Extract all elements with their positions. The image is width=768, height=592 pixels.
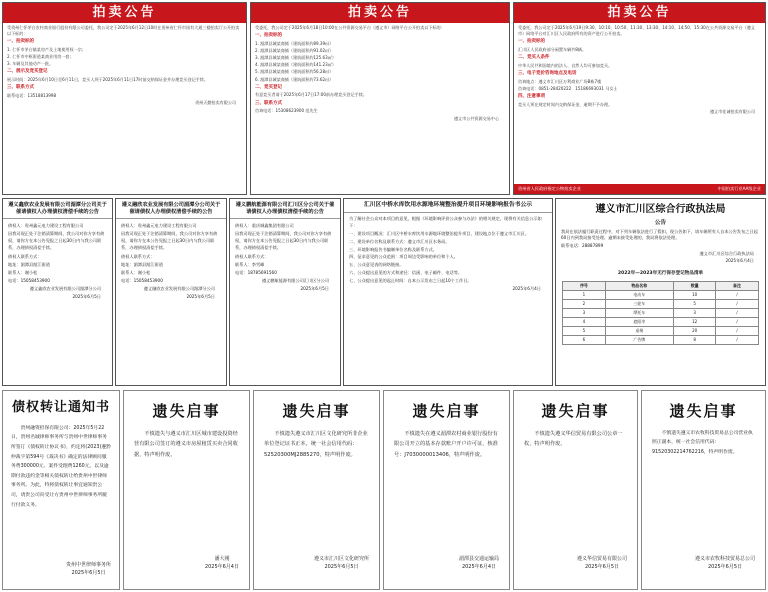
- lost-name: 遵义华信贸易有限公司: [576, 556, 627, 562]
- notice-date: 2025年6月4日: [512, 286, 541, 292]
- table-header: 数量: [674, 281, 716, 290]
- table-cell: 三轮车: [605, 299, 673, 308]
- auction-banner: 拍卖公告: [251, 3, 509, 23]
- section-title: 一、拍卖标的: [255, 33, 282, 39]
- notice-title: 遵义鑫欣农业发展有限公司湄潭分公司关于催请债权人办理债权清偿手续的公告: [3, 199, 112, 219]
- auction-item: 2. 仁怀市中枢街道某商业用房一套；: [7, 54, 74, 60]
- table-cell: 电动车: [605, 290, 673, 299]
- debt-body: 贵州融资担保有限公司：2025年5月22日，贵州名城律师事务所与贵州中世律师事务所签订《债权转让协议书》，约定将(2023)遵黔仲裁字第594号《裁决书》确定的法律顾问服务费300000元、案件受理费1260元，以及逾期付款违约金等相关债权转让给贵州中世律师事务所。为此，特将债权转让事宜通知贵公司，请贵公司向受让方贵州中世律师事务所履行付款义务。: [11, 425, 111, 508]
- auction-notice-2: [250, 2, 510, 195]
- notice-line: 债权人：贵州鑫元电力建设工程有限公司: [121, 223, 197, 229]
- table-row: [563, 290, 758, 299]
- notice-line: 七、公众提出意见的起止时间：自本公示发布之日起10个工作日。: [349, 278, 472, 284]
- env-impact-notice: [343, 198, 553, 386]
- notice-line: 因我司现正处于注销清算期间，我公司对你方享有债权，请你方在本公告见报之日起30日内与我公司联系，办理债权清偿手续。: [235, 231, 332, 251]
- table-cell: 广告牌: [605, 335, 673, 344]
- lost-name: 湄潭县交通运输局: [458, 556, 499, 562]
- footer-left: 贵州省人民政府指定公物拍卖企业: [518, 185, 581, 191]
- notice-line: 三、环境影响报告书编制单位名称及联系方式。: [349, 246, 437, 252]
- auction-sign: 遵义市公共资源交易中心: [453, 115, 499, 121]
- lost-notice-4: [513, 390, 638, 590]
- creditor-notice-1: [2, 198, 113, 386]
- auction-tel: 咨询电话：0851-28420222 15186693031 马女士: [518, 85, 618, 91]
- notice-line: 债权人：贵州鑫元电力建设工程有限公司: [8, 223, 84, 229]
- table-header: 备注: [716, 281, 758, 290]
- notice-date: 2025年6月5日: [186, 294, 215, 300]
- auction-item: 2. 湄潭县城某商铺（建筑面积约91.02㎡）: [255, 48, 334, 54]
- table-cell: 5: [674, 299, 716, 308]
- items-table: [562, 281, 758, 345]
- bureau-date: 2025年6月4日: [725, 258, 754, 264]
- lost-body: 不慎遗失遵义市汇川区文化研究所非企业单位登记证书正本，统一社会信用代码：52520300MJ2885270，特声明作废。: [264, 430, 368, 458]
- creditor-notice-3: [229, 198, 341, 386]
- table-row: [563, 317, 758, 326]
- auction-item: 5. 湄潭县城某商铺（建筑面积约56.28㎡）: [255, 69, 334, 75]
- section-title: 二、竞买登记: [255, 84, 282, 90]
- table-cell: 桌椅: [605, 326, 673, 335]
- lost-body: 不慎遗失遵义华信贸易有限公司公章一枚，特声明作废。: [524, 430, 623, 448]
- lost-notice-5: [641, 390, 766, 590]
- auction-intro: 受委托，我公司定于2025年6月18日10:00在公共资源交易平台（遵义市）网络平台公开拍卖以下标的：: [255, 25, 445, 30]
- notice-sign: 遵义鑫欣农业发展有限公司湄潭分公司: [29, 286, 101, 292]
- footer-right: 中国拍卖行业AA级企业: [717, 185, 761, 191]
- table-cell: 遮阳伞: [605, 317, 673, 326]
- table-cell: 3: [674, 308, 716, 317]
- debt-title: 债权转让通知书: [11, 400, 110, 415]
- auction-show: 展示时间：2025年6月10日至6月11日，竞买人须于2025年6月11日17时前交纳保证金并办理竞买登记手续。: [7, 77, 208, 83]
- auction-addr: 咨询地点：遵义市汇川区万利商业广场B栋7楼: [518, 78, 602, 84]
- debt-sign: 贵州中世律师事务所: [65, 562, 111, 568]
- table-row: [563, 326, 758, 335]
- auction-contact: 咨询电话：15308623900 范先生: [255, 108, 318, 114]
- notice-date: 2025年6月5日: [72, 294, 101, 300]
- lost-body: 不慎遗失遵义市农牧科技贸易总公司营业执照正副本，统一社会信用代码：91520302214762216，特声明作废。: [652, 430, 753, 455]
- notice-line: 债权人联系方式：: [8, 253, 42, 259]
- lost-name: 潘大刚: [214, 556, 230, 562]
- notice-line: 一、建设项目概况：汇川区中桥水库饮用水源地环境整治提升项目，建设地点位于遵义市汇川区。: [349, 230, 530, 236]
- section-title: 三、电子竞价咨询地点及电话: [518, 71, 577, 77]
- lost-notice-3: [383, 390, 510, 590]
- lost-title: 遗失启事: [152, 402, 221, 420]
- notice-line: 电话：15058453900: [8, 278, 50, 284]
- bureau-contact: 联系电话：28887899: [561, 243, 604, 249]
- notice-title: 汇川区中桥水库饮用水源地环境整治提升项目环境影响报告书公示: [344, 199, 552, 213]
- auction-intro: 受委托，我公司定于2025年6月19日9:30、10:10、10:50、11:30、13:30、14:10、14:50、15:30在公共资源交易平台（遵义市）网络平台对汇川区人民政府所有的资产进行公开拍卖。: [518, 25, 755, 37]
- bureau-title: 遵义市汇川区综合行政执法局: [595, 204, 726, 215]
- section-title: 三、联系方式: [7, 85, 34, 91]
- auction-cond: 中华人民共和国境内的法人、自然人均可参加竞买。: [518, 62, 613, 68]
- auction-note: 竞买人须在规定时间内交纳保证金，逾期不予办理。: [518, 101, 613, 107]
- auction-banner: 拍卖公告: [514, 3, 765, 23]
- auction-item: 1. 仁怀市茅台镇某房产及土地使用权一宗；: [7, 47, 86, 53]
- notice-title: 遵义融欣农业发展有限公司湄潭分公司关于催请债权人办理债权清偿手续的公告: [116, 199, 226, 219]
- auction-reg: 有意竞买者请于2025年6月17日17:00前办理竞买登记手续。: [255, 92, 367, 98]
- table-cell: 6: [563, 335, 605, 344]
- notice-line: 地址：湄潭县湄江街道: [8, 261, 50, 267]
- debt-transfer-notice: [2, 390, 120, 590]
- table-title: 2022年—2023年无行保存登记物品清单: [617, 271, 704, 277]
- enforcement-bureau-notice: [555, 198, 766, 386]
- auction-footer-bar: [514, 184, 765, 194]
- table-cell: /: [716, 308, 758, 317]
- table-header: 序号: [563, 281, 605, 290]
- notice-line: 电话：15058453900: [121, 278, 163, 284]
- notice-line: 二、建设单位名称及联系方式：遵义市汇川区水务局。: [349, 238, 450, 244]
- table-cell: /: [716, 299, 758, 308]
- bureau-sign: 遵义市汇川区综合行政执法局: [699, 250, 754, 256]
- auction-item: 3. 湄潭县城某商铺（建筑面积约125.63㎡）: [255, 55, 336, 61]
- lost-title: 遗失启事: [412, 402, 481, 420]
- auction-intro: 受贵州仁怀茅台农村商业银行股份有限公司委托，我公司定于2025年6月12日10时在贵州省仁怀市国有大通三楼拍卖厅公开拍卖以下标的：: [7, 25, 240, 37]
- lost-date: 2025年6月4日: [461, 564, 497, 570]
- table-row: [563, 308, 758, 317]
- notice-title: 遵义鹏航能源有限公司汇川区分公司关于催请债权人办理债权清偿手续的公告: [230, 199, 340, 219]
- table-cell: /: [716, 335, 758, 344]
- lost-body: 不慎遗失与遵义市汇川区城市建设投资经营有限公司签订的遵义市房屋租赁买卖合同收据，特声明作废。: [134, 430, 238, 458]
- notice-line: 债权人联系方式：: [235, 253, 269, 259]
- table-row: [563, 335, 758, 344]
- auction-notice-3: [513, 2, 766, 195]
- notice-line: 电话：18785691560: [235, 269, 277, 275]
- notice-line: 为了解社会公众对本项目的意见，根据《环境影响评价公众参与办法》的相关规定，现将有关信息公示如下：: [349, 215, 542, 228]
- notice-line: 因我司现正处于注销清算期间，我公司对你方享有债权，请你方在本公告见报之日起30日内与我公司联系，办理债权清偿手续。: [121, 231, 218, 251]
- table-cell: 10: [674, 290, 716, 299]
- notice-line: 联系人：谢小松: [8, 269, 38, 275]
- notice-line: 联系人：谢小松: [121, 269, 151, 275]
- notice-line: 债权人联系方式：: [121, 253, 155, 259]
- section-title: 一、拍卖标的: [518, 39, 545, 45]
- auction-notice-1: [2, 2, 247, 195]
- auction-item: 1. 湄潭县城某商铺（建筑面积约89.39㎡）: [255, 40, 334, 46]
- notice-line: 六、公众提出意见的方式和途径：信函、电子邮件、电话等。: [349, 270, 463, 276]
- auction-item: 汇川区人民政府部分闲置车辆共8辆。: [518, 47, 587, 53]
- table-cell: 3: [563, 308, 605, 317]
- debt-date: 2025年6月5日: [71, 570, 106, 576]
- creditor-notice-2: [115, 198, 227, 386]
- table-cell: /: [716, 317, 758, 326]
- auction-item: 3. 车辆及其他动产一批。: [7, 61, 54, 67]
- table-cell: 4: [563, 317, 605, 326]
- table-cell: 1: [563, 290, 605, 299]
- lost-body: 不慎遗失在遵义湄潭农村商业银行股份有限公司开立的基本存款账户开户许可证，核准号：J7030000013406，特声明作废。: [394, 430, 498, 458]
- auction-sign: 遵义市佳诚拍卖有限公司: [709, 108, 755, 114]
- notice-date: 2025年6月5日: [300, 286, 329, 292]
- notice-line: 四、征求意见的公众范围：项目周边受影响的单位和个人。: [349, 254, 458, 260]
- auction-item: 6. 湄潭县城某商铺（建筑面积约73.62㎡）: [255, 76, 334, 82]
- table-cell: 8: [674, 335, 716, 344]
- table-row: [563, 299, 758, 308]
- lost-date: 2025年6月5日: [584, 564, 620, 570]
- lost-title: 遗失启事: [282, 402, 351, 420]
- lost-date: 2025年6月4日: [204, 564, 239, 570]
- lost-notice-1: [123, 390, 250, 590]
- lost-name: 遵义市农牧科技贸易总公司: [694, 556, 755, 562]
- table-cell: 5: [563, 326, 605, 335]
- auction-contact: 联系电话：13518813998: [7, 93, 57, 99]
- table-cell: 12: [674, 317, 716, 326]
- lost-title: 遗失启事: [669, 402, 738, 420]
- lost-date: 2025年6月5日: [707, 564, 743, 570]
- table-cell: 20: [674, 326, 716, 335]
- table-header: 物品名称: [605, 281, 673, 290]
- table-cell: 摩托车: [605, 308, 673, 317]
- table-cell: /: [716, 326, 758, 335]
- auction-banner: 拍卖公告: [3, 3, 246, 23]
- notice-sign: 遵义融欣农业发展有限公司湄潭分公司: [143, 286, 215, 292]
- bureau-intro: 我局在依法履行职责过程中，对下列车辆依法进行了暂扣，现公告如下，请车辆所有人自本公告发布之日起60日内到我局接受处理。逾期未接受处理的，我局将依法处理。: [561, 228, 758, 241]
- lost-notice-2: [253, 390, 380, 590]
- lost-title: 遗失启事: [541, 402, 610, 420]
- notice-line: 联系人：李雪峰: [235, 261, 265, 267]
- section-title: 三、联系方式: [255, 100, 282, 106]
- table-header-row: [563, 281, 758, 290]
- table-cell: /: [716, 290, 758, 299]
- notice-sign: 遵义鹏航能源有限公司汇川区分公司: [261, 278, 329, 284]
- bureau-subtitle: 公告: [654, 219, 667, 226]
- auction-item: 4. 湄潭县城某商铺（建筑面积约141.23㎡）: [255, 62, 336, 68]
- lost-date: 2025年6月5日: [324, 564, 359, 570]
- section-title: 二、竞买人条件: [518, 55, 550, 61]
- section-title: 四、注意事项: [518, 94, 545, 100]
- section-title: 二、展示及竞买登记: [7, 69, 48, 75]
- lost-name: 遵义市汇川区文化研究所: [313, 556, 369, 562]
- section-title: 一、拍卖标的: [7, 39, 34, 45]
- notice-line: 五、公众意见表的网络链接。: [349, 262, 404, 268]
- notice-line: 债权人：重庆城鑫集团有限公司: [235, 223, 294, 229]
- auction-sign: 贵州天勤拍卖有限公司: [195, 100, 236, 106]
- table-cell: 2: [563, 299, 605, 308]
- notice-line: 地址：湄潭县湄江街道: [121, 261, 163, 267]
- notice-line: 因我司现正处于注销清算期间，我公司对你方享有债权，请你方在本公告见报之日起30日内与我公司联系，办理债权清偿手续。: [8, 231, 105, 251]
